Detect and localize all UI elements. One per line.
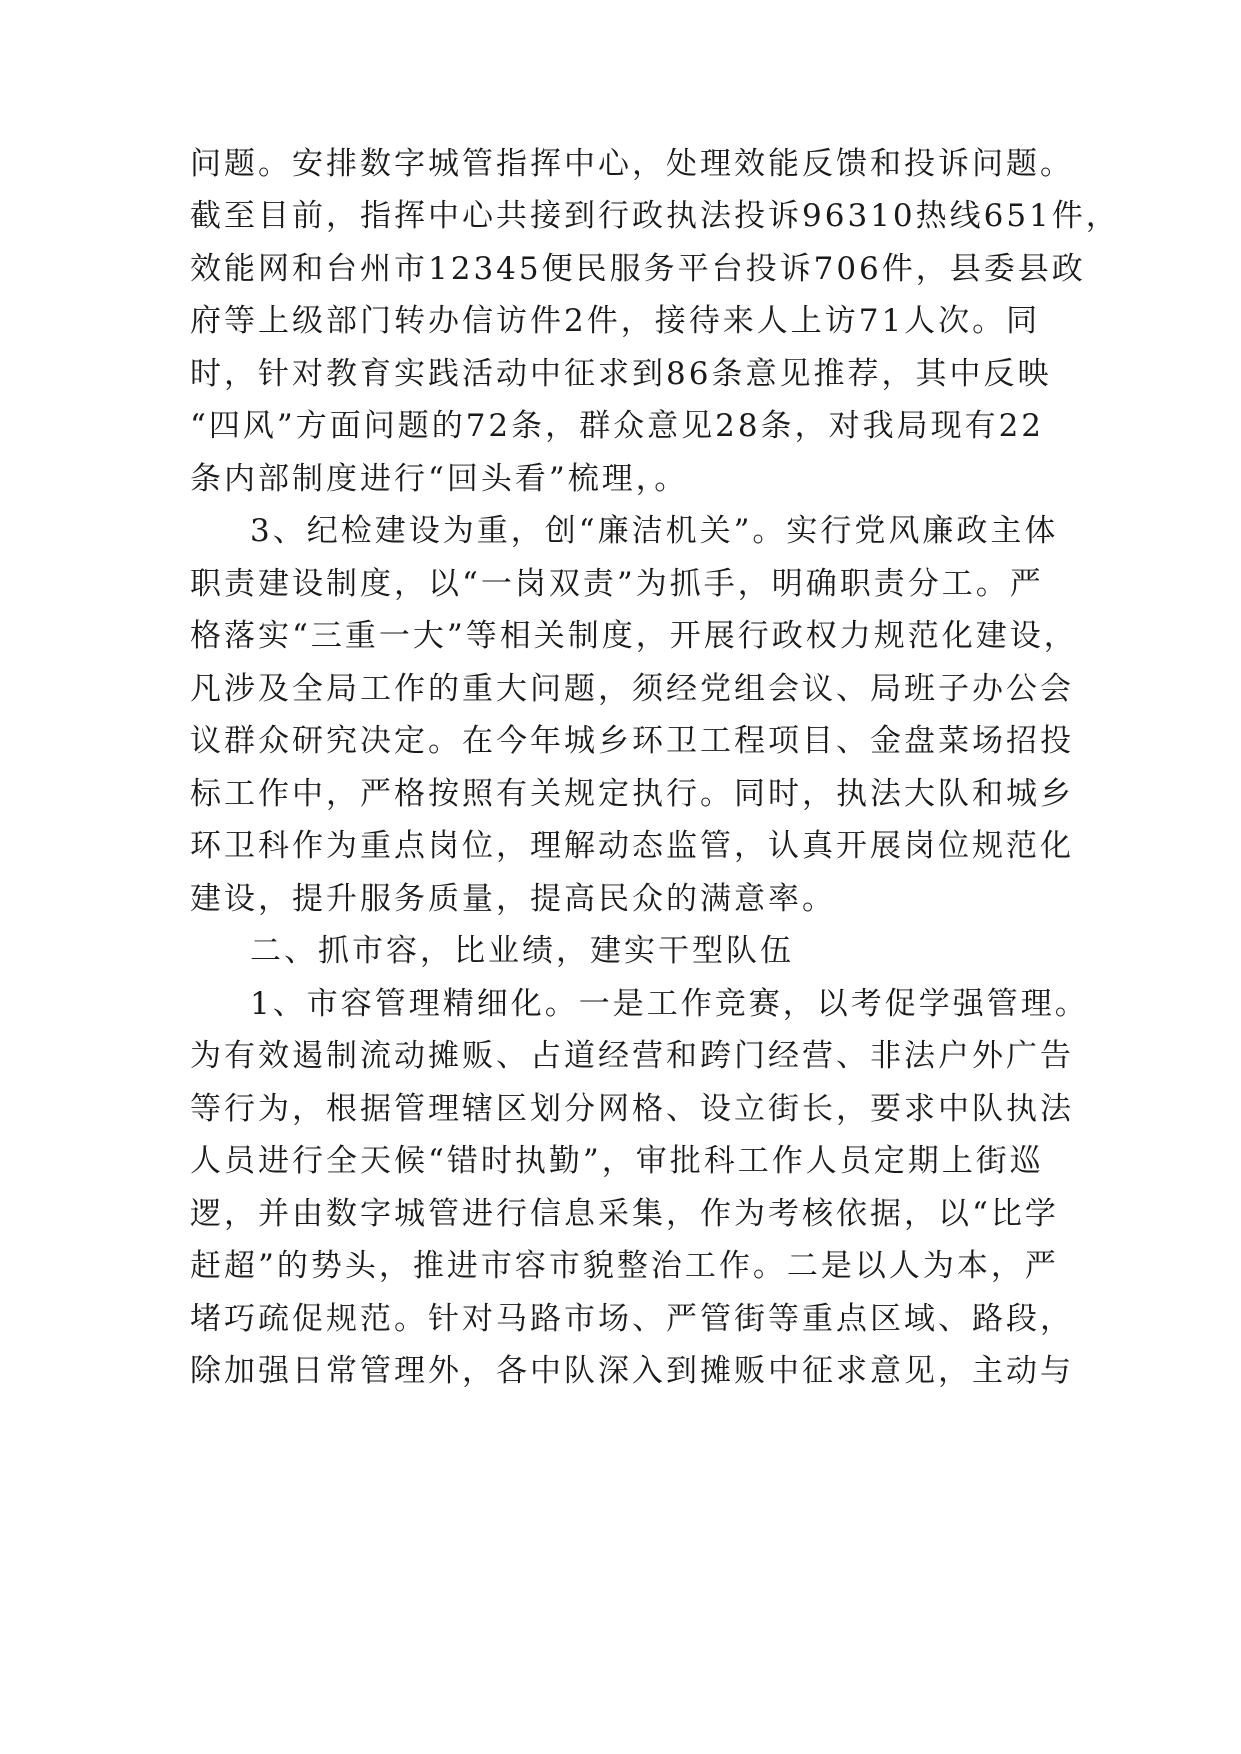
text-line-14: 环卫科作为重点岗位，理解动态监管，认真开展岗位规范化 (190, 828, 1074, 864)
text-line-15: 建设，提升服务质量，提高民众的满意率。 (190, 881, 836, 917)
text-line-7: 条内部制度进行“回头看”梳理，。 (190, 461, 689, 497)
text-line-6: “四风”方面问题的72条，群众意见28条，对我局现有22 (190, 408, 1045, 444)
text-line-2: 截至目前，指挥中心共接到行政执法投诉96310热线651件， (190, 198, 1120, 234)
text-line-23: 堵巧疏促规范。针对马路市场、严管街等重点区域、路段， (190, 1301, 1074, 1337)
text-line-3: 效能网和台州市12345便民服务平台投诉706件，县委县政 (190, 251, 1086, 287)
text-line-9: 职责建设制度，以“一岗双责”为抓手，明确职责分工。严 (190, 566, 1044, 602)
text-line-20: 人员进行全天候“错时执勤”，审批科工作人员定期上街巡 (190, 1143, 1044, 1179)
section-heading-2: 二、抓市容，比业绩，建实干型队伍 (250, 933, 794, 969)
text-line-19: 等行为，根据管理辖区划分网格、设立街长，要求中队执法 (190, 1091, 1074, 1127)
text-line-13: 标工作中，严格按照有关规定执行。同时，执法大队和城乡 (190, 776, 1074, 812)
text-line-5: 时，针对教育实践活动中征求到86条意见推荐，其中反映 (190, 356, 1052, 392)
paragraph-heading-3: 3、纪检建设为重，创“廉洁机关”。实行党风廉政主体 (250, 513, 1059, 549)
text-line-24: 除加强日常管理外，各中队深入到摊贩中征求意见，主动与 (190, 1353, 1074, 1389)
text-line-10: 格落实“三重一大”等相关制度，开展行政权力规范化建设， (190, 618, 1078, 654)
text-line-22: 赶超”的势头，推进市容市貌整治工作。二是以人为本，严 (190, 1248, 1059, 1284)
paragraph-heading-1: 1、市容管理精细化。一是工作竞赛，以考促学强管理。 (250, 986, 1089, 1022)
text-line-4: 府等上级部门转办信访件2件，接待来人上访71人次。同 (190, 303, 1041, 339)
text-line-12: 议群众研究决定。在今年城乡环卫工程项目、金盘菜场招投 (190, 723, 1074, 759)
text-line-18: 为有效遏制流动摊贩、占道经营和跨门经营、非法户外广告 (190, 1038, 1074, 1074)
text-line-21: 逻，并由数字城管进行信息采集，作为考核依据，以“比学 (190, 1196, 1059, 1232)
text-line-11: 凡涉及全局工作的重大问题，须经党组会议、局班子办公会 (190, 671, 1074, 707)
text-line-1: 问题。安排数字城管指挥中心，处理效能反馈和投诉问题。 (190, 146, 1074, 182)
